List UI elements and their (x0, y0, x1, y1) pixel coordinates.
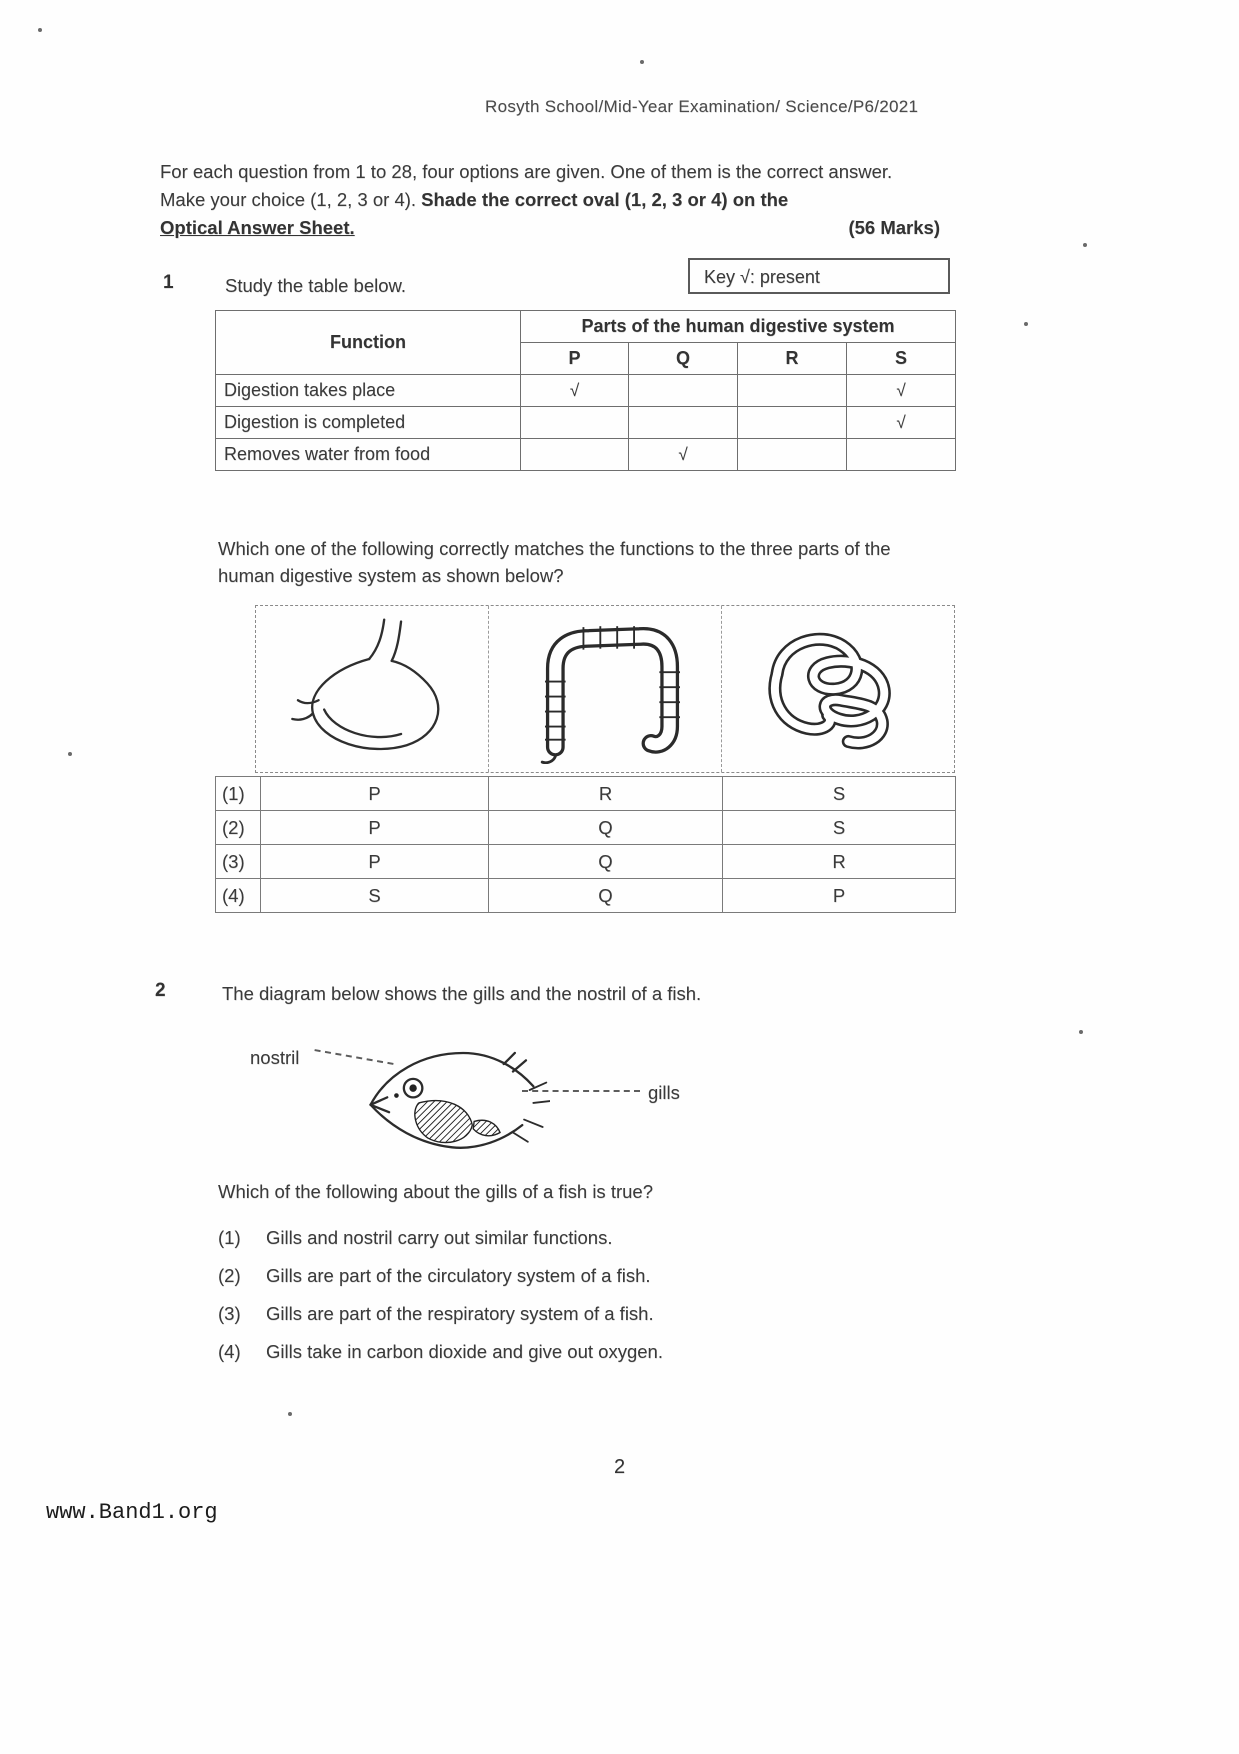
part-column-header-p: P (521, 343, 629, 375)
option-value: P (723, 879, 956, 913)
large-intestine-figure (489, 606, 722, 772)
function-header: Function (216, 311, 521, 375)
check-cell (521, 407, 629, 439)
check-cell (629, 375, 738, 407)
marks-label: (56 Marks) (848, 217, 940, 238)
q2-question: Which of the following about the gills of a fish is true? (218, 1181, 653, 1202)
option-value: Q (489, 879, 723, 913)
check-cell: √ (847, 375, 956, 407)
option-value: S (261, 879, 489, 913)
q2-number: 2 (155, 980, 166, 1001)
optical-answer-sheet-label: Optical Answer Sheet. (160, 217, 355, 238)
check-cell (629, 407, 738, 439)
page-header: Rosyth School/Mid-Year Examination/ Science/P6/2021 (485, 97, 919, 116)
check-cell (738, 439, 847, 471)
q2-option-row (218, 1264, 651, 1288)
check-cell (738, 375, 847, 407)
instructions-bold: Shade the correct oval (1, 2, 3 or 4) on the (421, 189, 789, 210)
option-value: Q (489, 845, 723, 879)
option-row (216, 879, 956, 913)
watermark: www.Band1.org (46, 1500, 218, 1525)
key-box (688, 258, 950, 294)
option-text: Gills are part of the respiratory system of a fish. (266, 1303, 654, 1324)
option-value: S (723, 811, 956, 845)
option-label: (3) (216, 845, 261, 879)
option-value: S (723, 777, 956, 811)
scan-speck (288, 1412, 292, 1416)
table-row (216, 439, 956, 471)
q1-intro: Study the table below. (225, 275, 407, 296)
q1-options-table (215, 776, 956, 913)
check-cell (738, 407, 847, 439)
option-value: P (261, 845, 489, 879)
part-column-header-q: Q (629, 343, 738, 375)
function-cell: Digestion is completed (216, 407, 521, 439)
option-label: (3) (218, 1303, 241, 1324)
gills-label: gills (648, 1082, 680, 1103)
scan-speck (1079, 1030, 1083, 1034)
option-value: Q (489, 811, 723, 845)
function-cell: Removes water from food (216, 439, 521, 471)
option-value: P (261, 777, 489, 811)
q2-option-row (218, 1340, 663, 1364)
option-label: (4) (218, 1341, 241, 1362)
option-label: (1) (216, 777, 261, 811)
q2-option-row (218, 1226, 612, 1250)
scan-speck (640, 60, 644, 64)
option-value: R (723, 845, 956, 879)
option-text: Gills take in carbon dioxide and give out oxygen. (266, 1341, 663, 1362)
organ-figure-row (255, 605, 955, 773)
scan-speck (1083, 243, 1087, 247)
option-label: (1) (218, 1227, 241, 1248)
fish-figure (250, 1032, 730, 1172)
option-label: (2) (216, 811, 261, 845)
q1-question: Which one of the following correctly matches the functions to the three parts of the human digestive system as shown below? (218, 538, 891, 586)
stomach-illustration (282, 614, 462, 764)
scan-speck (1024, 322, 1028, 326)
option-row (216, 811, 956, 845)
function-parts-table (215, 310, 956, 471)
option-value: P (261, 811, 489, 845)
large-intestine-illustration (510, 614, 700, 764)
stomach-figure (256, 606, 489, 772)
check-cell (521, 439, 629, 471)
q2-intro: The diagram below shows the gills and the nostril of a fish. (222, 983, 702, 1004)
small-intestine-illustration (743, 614, 933, 764)
key-label: Key √: present (704, 267, 820, 287)
fish-illustration (365, 1032, 550, 1172)
parts-header: Parts of the human digestive system (521, 311, 956, 343)
option-value: R (489, 777, 723, 811)
small-intestine-figure (722, 606, 954, 772)
part-column-header-s: S (847, 343, 956, 375)
part-column-header-r: R (738, 343, 847, 375)
option-text: Gills are part of the circulatory system of a fish. (266, 1265, 651, 1286)
option-label: (2) (218, 1265, 241, 1286)
option-row (216, 777, 956, 811)
function-cell: Digestion takes place (216, 375, 521, 407)
scan-speck (68, 752, 72, 756)
exam-instructions (160, 158, 940, 242)
scan-speck (38, 28, 42, 32)
q1-number: 1 (163, 272, 174, 293)
instructions-text: For each question from 1 to 28, four options are given. One of them is the correct answer. Make your choice (1, 2, 3 or 4). (160, 161, 893, 210)
option-label: (4) (216, 879, 261, 913)
check-cell: √ (629, 439, 738, 471)
check-cell: √ (521, 375, 629, 407)
gills-leader-line (522, 1090, 640, 1092)
page-number: 2 (613, 1456, 626, 1478)
nostril-label: nostril (250, 1047, 300, 1068)
check-cell: √ (847, 407, 956, 439)
q2-option-row (218, 1302, 654, 1326)
table-row (216, 407, 956, 439)
table-row (216, 375, 956, 407)
check-cell (847, 439, 956, 471)
option-row (216, 845, 956, 879)
option-text: Gills and nostril carry out similar functions. (266, 1227, 613, 1248)
